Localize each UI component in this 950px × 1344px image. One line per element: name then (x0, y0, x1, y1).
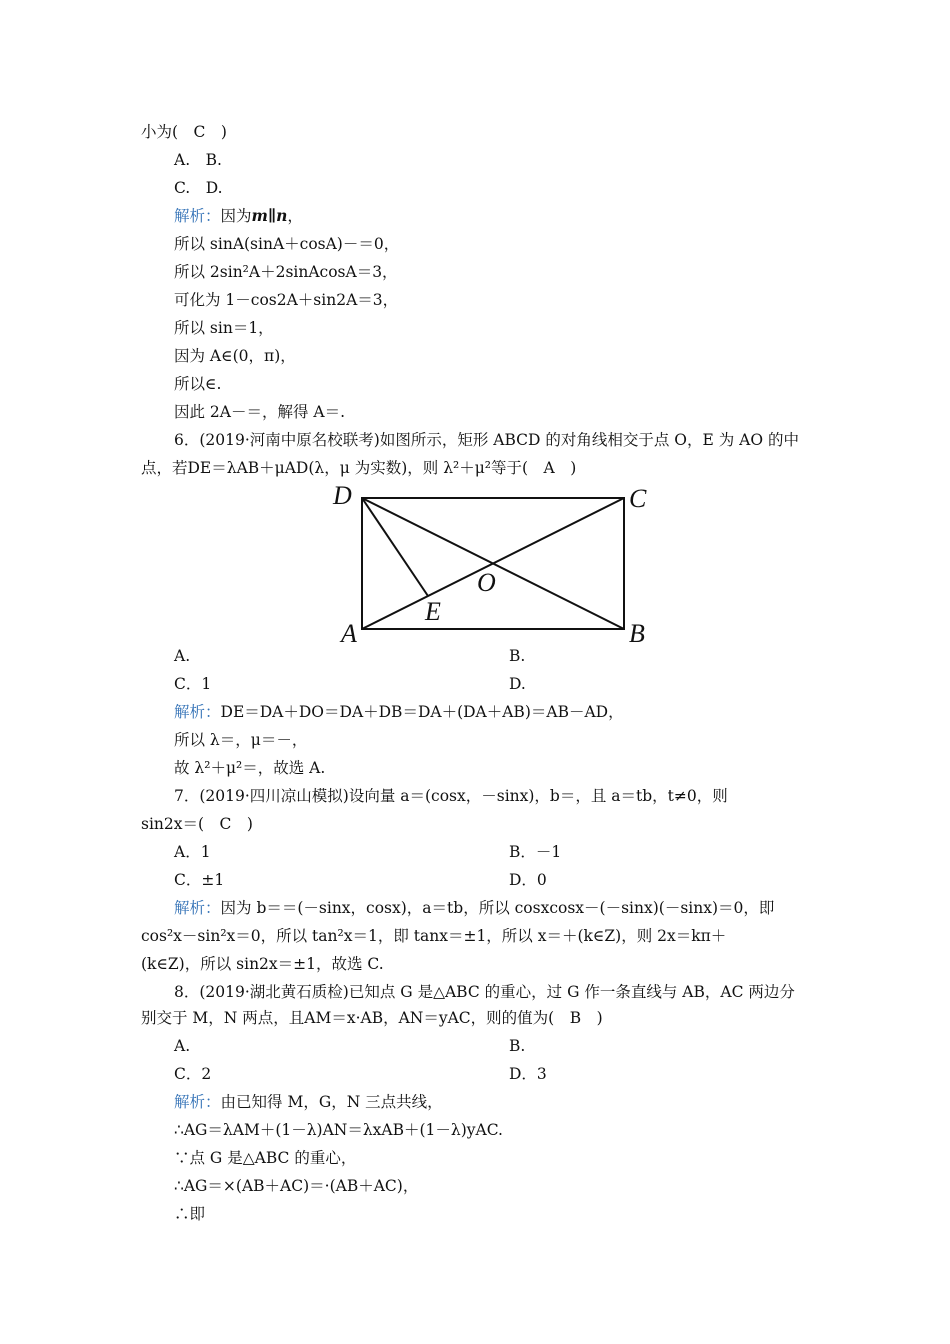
p6-analysis-line-2: 所以 λ＝，μ＝－， (174, 731, 308, 749)
p7-option-d: D．0 (509, 871, 547, 889)
p8-analysis-line-1 (174, 1092, 443, 1112)
p8-analysis-line-2: ∴AG＝λAM＋(1－λ)AN＝λxAB＋(1－λ)yAC. (174, 1121, 503, 1139)
label-a: A (341, 619, 357, 647)
label-e: E (425, 597, 441, 626)
p8-analysis-line-3: ∵点 G 是△ABC 的重心， (174, 1149, 357, 1167)
p7-analysis-line-2: cos²x－sin²x＝0，所以 tan²x＝1，即 tanx＝±1，所以 x＝＋(k∈Z)，则 2x＝kπ＋ (141, 927, 727, 945)
analysis-label: 解析： (174, 703, 221, 721)
p5-stem: 小为( C ) (141, 123, 227, 141)
p7-stem-line-1: 7．(2019·四川凉山模拟)设向量 a＝(cosx，－sinx)，b＝，且 a＝tb，t≠0，则 (174, 787, 728, 805)
p8-stem-line-2: 别交于 M，N 两点，且AM＝x·AB，AN＝yAC，则的值为( B ) (141, 1009, 603, 1027)
p5-analysis-end: ， (287, 207, 303, 225)
p8-option-d: D．3 (509, 1065, 547, 1083)
label-c: C (629, 484, 647, 513)
p5-option-cd: C. D. (174, 179, 223, 197)
p8-option-b: B. (509, 1037, 526, 1055)
analysis-label: 解析： (174, 207, 221, 225)
p6-option-a: A. (174, 647, 191, 665)
p5-analysis-line-1 (174, 206, 303, 226)
p6-stem-line-2: 点，若DE＝λAB＋μAD(λ，μ 为实数)，则 λ²＋μ²等于( A ) (141, 459, 577, 477)
p5-analysis-text: 因为 (220, 207, 252, 225)
analysis-label: 解析： (174, 1093, 221, 1111)
p8-option-c: C．2 (174, 1065, 212, 1083)
p7-analysis-text: 因为 b＝＝(－sinx，cosx)，a＝tb，所以 cosxcosx－(－sinx)(－sinx)＝0，即 (220, 899, 775, 917)
p8-analysis-line-5: ∴即 (174, 1205, 206, 1223)
p7-stem-line-2: sin2x＝( C ) (141, 815, 253, 833)
p8-analysis-line-4: ∴AG＝×(AB＋AC)＝·(AB＋AC)， (174, 1177, 419, 1195)
p7-option-a: A．1 (174, 843, 211, 861)
p6-stem-line-1: 6．(2019·河南中原名校联考)如图所示，矩形 ABCD 的对角线相交于点 O，E 为 AO 的中 (174, 431, 799, 449)
segment-de (362, 498, 428, 596)
p6-option-d: D. (509, 675, 526, 693)
label-d: D (333, 482, 352, 510)
p5-analysis-line-2: 所以 sinA(sinA＋cosA)－＝0， (174, 235, 400, 253)
p6-analysis-line-3: 故 λ²＋μ²＝，故选 A. (174, 759, 326, 777)
p6-option-b: B. (509, 647, 526, 665)
p6-analysis-text: DE＝DA＋DO＝DA＋DB＝DA＋(DA＋AB)＝AB－AD， (220, 703, 624, 721)
p6-analysis-line-1 (174, 702, 624, 722)
p5-analysis-line-7: 所以∈. (174, 375, 222, 393)
p8-stem-line-1: 8．(2019·湖北黄石质检)已知点 G 是△ABC 的重心，过 G 作一条直线与 AB，AC 两边分 (174, 983, 795, 1001)
analysis-label: 解析： (174, 899, 221, 917)
p7-option-b: B．－1 (509, 843, 562, 861)
p7-analysis-line-1 (174, 898, 774, 918)
label-b: B (629, 619, 645, 647)
p5-analysis-line-8: 因此 2A－＝，解得 A＝. (174, 403, 346, 421)
p5-option-ab: A. B. (174, 151, 222, 169)
p5-analysis-line-4: 可化为 1－cos2A＋sin2A＝3， (174, 291, 399, 309)
p7-analysis-line-3: (k∈Z)，所以 sin2x＝±1，故选 C. (141, 955, 384, 973)
p5-analysis-line-6: 因为 A∈(0，π)， (174, 347, 296, 365)
p7-option-c: C．±1 (174, 871, 225, 889)
p6-option-c: C．1 (174, 675, 212, 693)
p5-analysis-line-3: 所以 2sin²A＋2sinAcosA＝3， (174, 263, 398, 281)
p8-analysis-text: 由已知得 M，G，N 三点共线， (220, 1093, 443, 1111)
rectangle-diagram (332, 482, 652, 647)
label-o: O (477, 568, 496, 597)
p8-option-a: A. (174, 1037, 191, 1055)
p5-vector-relation: m∥n (251, 206, 288, 225)
p5-analysis-line-5: 所以 sin＝1， (174, 319, 274, 337)
